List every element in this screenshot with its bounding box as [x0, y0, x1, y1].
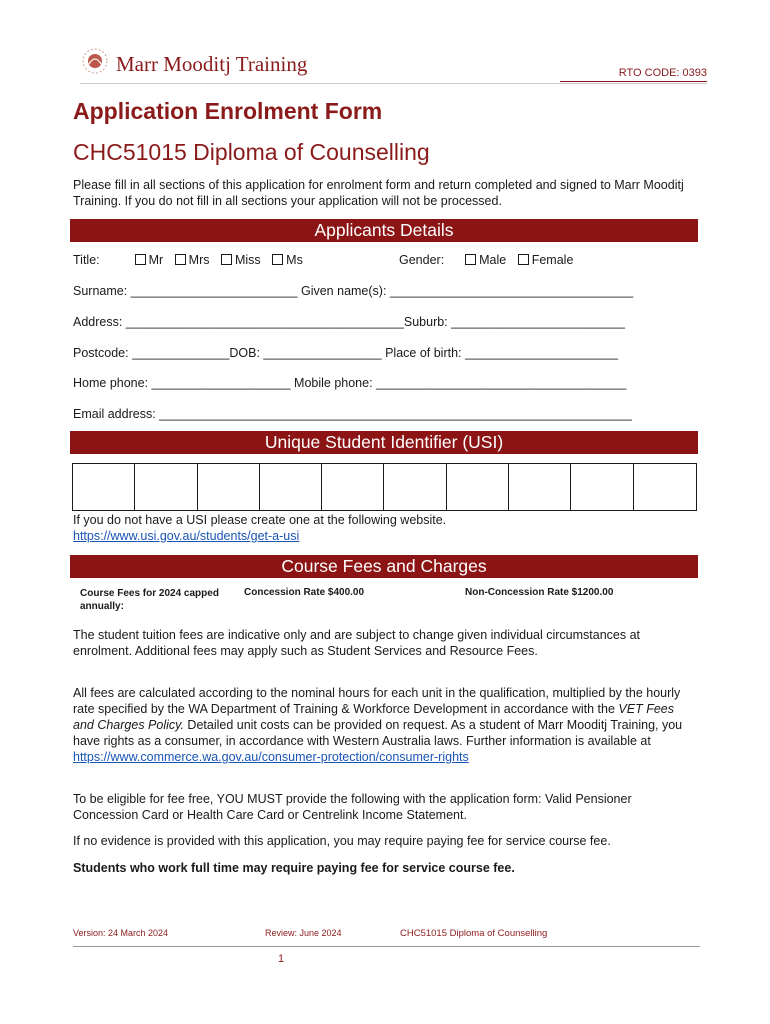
title-mr-label: Mr [148, 253, 164, 267]
fees-year-label: Course Fees for 2024 capped annually: [80, 588, 219, 612]
usi-cell[interactable] [135, 464, 197, 510]
title-ms-label: Ms [286, 253, 303, 267]
vet-policy-name: VET Fees and Charges Policy. [73, 702, 674, 732]
surname-given-name-field[interactable]: Surname: ________________________ Given name(s): ___________________________________ [73, 284, 634, 298]
usi-cell[interactable] [447, 464, 509, 510]
fees-calc-part-b: Detailed unit costs can be provided on request. As a student of Marr Mooditj Training, you have rights as a consumer, in accordance with Western Australia laws. Further information is available at [73, 718, 683, 748]
intro-text: Please fill in all sections of this application for enrolment form and return completed and signed to Marr Mooditj Training. If you do not fill in all sections your application will not be processed. [73, 178, 684, 208]
logo-icon [80, 46, 110, 76]
footer-version: Version: 24 March 2024 [73, 928, 169, 938]
phone-field[interactable]: Home phone: ____________________ Mobile phone: ____________________________________ [73, 376, 627, 390]
title-miss-checkbox[interactable] [221, 254, 232, 265]
footer-course: CHC51015 Diploma of Counselling [400, 928, 548, 939]
title-miss-label: Miss [234, 253, 261, 267]
page-number: 1 [278, 953, 285, 965]
title-mr-checkbox[interactable] [135, 254, 146, 265]
applicants-details-heading: Applicants Details [70, 219, 698, 242]
header-divider [80, 83, 707, 84]
usi-heading: Unique Student Identifier (USI) [70, 431, 698, 454]
fees-calc-part-a: All fees are calculated according to the nominal hours for each unit in the qualification, multiplied by the hourly rate specified by the WA Department of Training & Workforce Development in accordance with the [73, 686, 681, 716]
footer-review: Review: June 2024 [265, 928, 342, 938]
course-title: CHC51015 Diploma of Counselling [73, 139, 430, 165]
no-evidence-text: If no evidence is provided with this application, you may require paying fee for service course fee. [73, 834, 611, 848]
title-label: Title: [73, 253, 100, 267]
usi-input-grid[interactable] [72, 463, 697, 511]
usi-cell[interactable] [73, 464, 135, 510]
consumer-rights-link[interactable]: https://www.commerce.wa.gov.au/consumer-protection/consumer-rights [73, 750, 469, 764]
title-row [73, 253, 303, 267]
fees-indicative-text: The student tuition fees are indicative only and are subject to change given individual circumstances at enrolment. Additional fees may apply such as Student Services and Resource Fees. [73, 628, 640, 658]
fee-free-eligibility-text: To be eligible for fee free, YOU MUST provide the following with the application form: Valid Pensioner Concession Card or Health Care Card or Centrelink Income Statement. [73, 792, 632, 822]
page-title: Application Enrolment Form [73, 98, 383, 124]
usi-link[interactable]: https://www.usi.gov.au/students/get-a-usi [73, 529, 300, 543]
gender-female-checkbox[interactable] [518, 254, 529, 265]
gender-male-checkbox[interactable] [465, 254, 476, 265]
course-fees-heading: Course Fees and Charges [70, 555, 698, 578]
usi-cell[interactable] [509, 464, 571, 510]
postcode-dob-birthplace-field[interactable]: Postcode: ______________DOB: _________________ Place of birth: ______________________ [73, 346, 618, 360]
email-field[interactable]: Email address: ____________________________________________________________________ [73, 407, 632, 421]
rto-code: RTO CODE: 0393 [560, 67, 707, 82]
fees-calculation-text [73, 685, 698, 765]
usi-cell[interactable] [571, 464, 633, 510]
footer-divider [73, 946, 700, 947]
title-ms-checkbox[interactable] [272, 254, 283, 265]
gender-label: Gender: [399, 253, 445, 267]
address-suburb-field[interactable]: Address: ________________________________________Suburb: _________________________ [73, 315, 625, 329]
usi-note: If you do not have a USI please create one at the following website. [73, 513, 447, 527]
concession-rate: Concession Rate $400.00 [244, 587, 365, 598]
usi-cell[interactable] [260, 464, 322, 510]
usi-cell[interactable] [634, 464, 696, 510]
gender-male-label: Male [479, 253, 507, 267]
usi-cell[interactable] [384, 464, 446, 510]
non-concession-rate: Non-Concession Rate $1200.00 [465, 587, 614, 598]
title-mrs-checkbox[interactable] [175, 254, 186, 265]
title-mrs-label: Mrs [188, 253, 210, 267]
gender-row [399, 253, 573, 267]
gender-female-label: Female [531, 253, 574, 267]
usi-cell[interactable] [198, 464, 260, 510]
usi-cell[interactable] [322, 464, 384, 510]
logo-text: Marr Mooditj Training [116, 52, 308, 76]
full-time-notice: Students who work full time may require paying fee for service course fee. [73, 861, 515, 875]
